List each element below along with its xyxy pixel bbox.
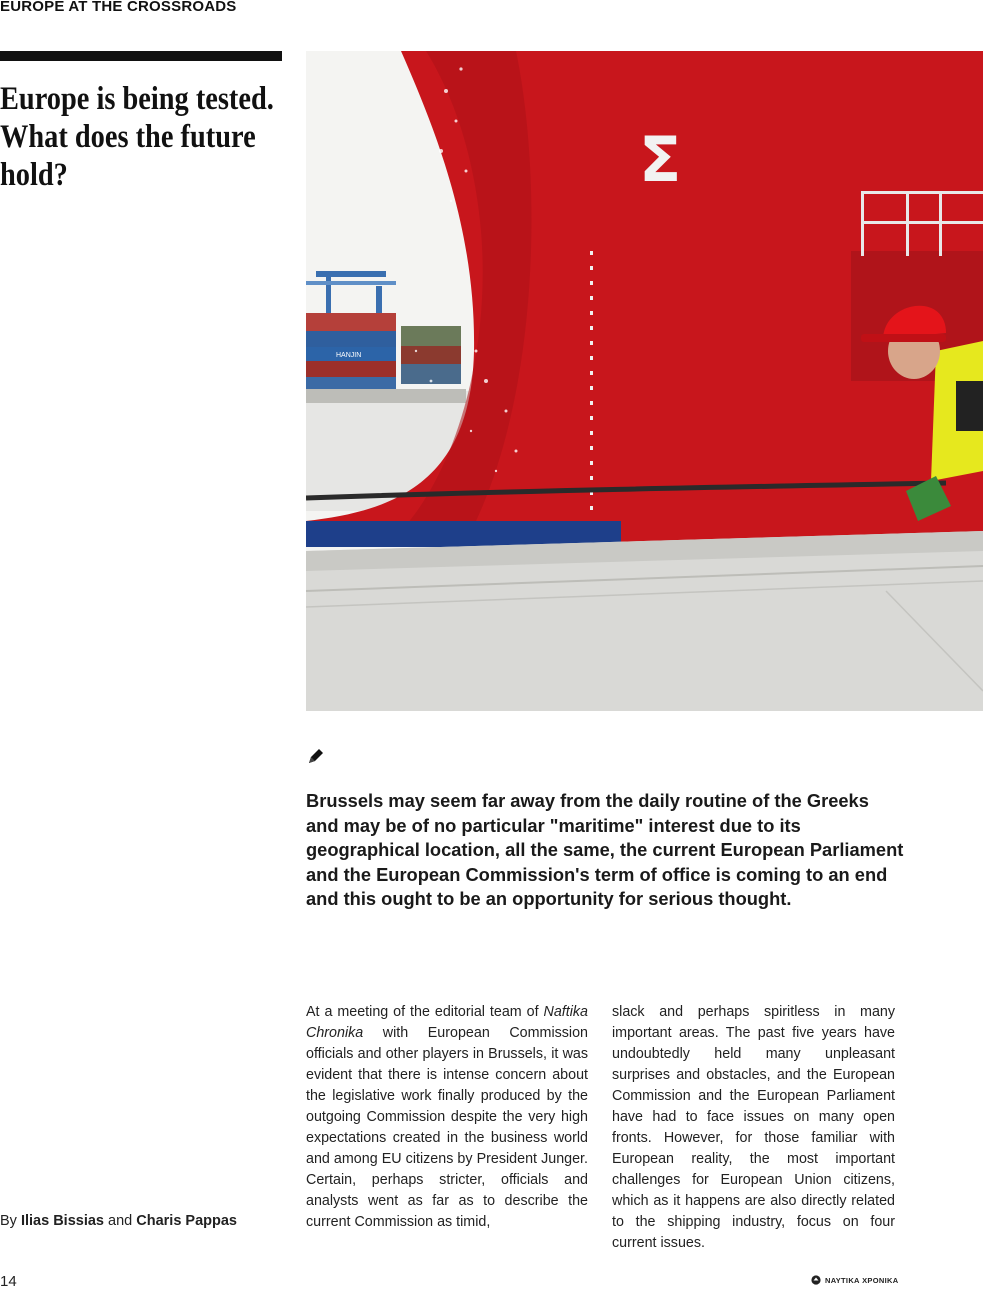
body-column-1: At a meeting of the editorial team of Naftika Chronika with European Commission officials and other players in Brussels, it was evident that there is intense concern about the legislative work finally produced by the outgoing Commission despite the very high expectations created in the business world and among EU citizens by President Junger. Certain, perhaps stricter, officials and analysts went as far as to describe the current Commission as timid,: [306, 1004, 588, 1230]
container-stack: [306, 313, 466, 403]
author-name: Charis Pappas: [136, 1213, 237, 1229]
section-rule: [0, 51, 282, 61]
publication-logo-icon: [811, 1275, 821, 1285]
container-brand: HANJIN: [336, 352, 362, 359]
author-name: Ilias Bissias: [20, 1213, 104, 1229]
publication-name: Naftika Chronika: [306, 1004, 588, 1041]
byline: By Ilias Bissias and Charis Pappas: [0, 1213, 237, 1229]
body-column-2: slack and perhaps spiritless in many important areas. The past five years have undoubtedly held many unpleasant surprises and obstacles, and the European Commission and the European Parliament have had to face issues on many open fronts. However, for those familiar with European reality, the most important challenges for European Union citizens, which as it happens are also directly related to the shipping industry, focus on four current issues.: [612, 1004, 895, 1251]
hull-letter: Σ: [639, 123, 682, 196]
section-label: EUROPE AT THE CROSSROADS: [0, 0, 237, 15]
lead-paragraph: Brussels may seem far away from the daily routine of the Greeks and may be of no particular "maritime" interest due to its geographical location, all the same, the current European Parliament and the European Commission's term of office is coming to an end and this ought to be an opportunity for serious thought.: [306, 790, 904, 910]
publication-masthead: ΝΑΥΤΙΚΑ ΧΡΟΝΙΚΑ: [811, 1275, 898, 1285]
page-number: 14: [0, 1273, 17, 1290]
headline: Europe is being tested. What does the future hold?: [0, 81, 274, 193]
pen-icon: [306, 746, 326, 766]
feature-photo: [306, 51, 983, 711]
